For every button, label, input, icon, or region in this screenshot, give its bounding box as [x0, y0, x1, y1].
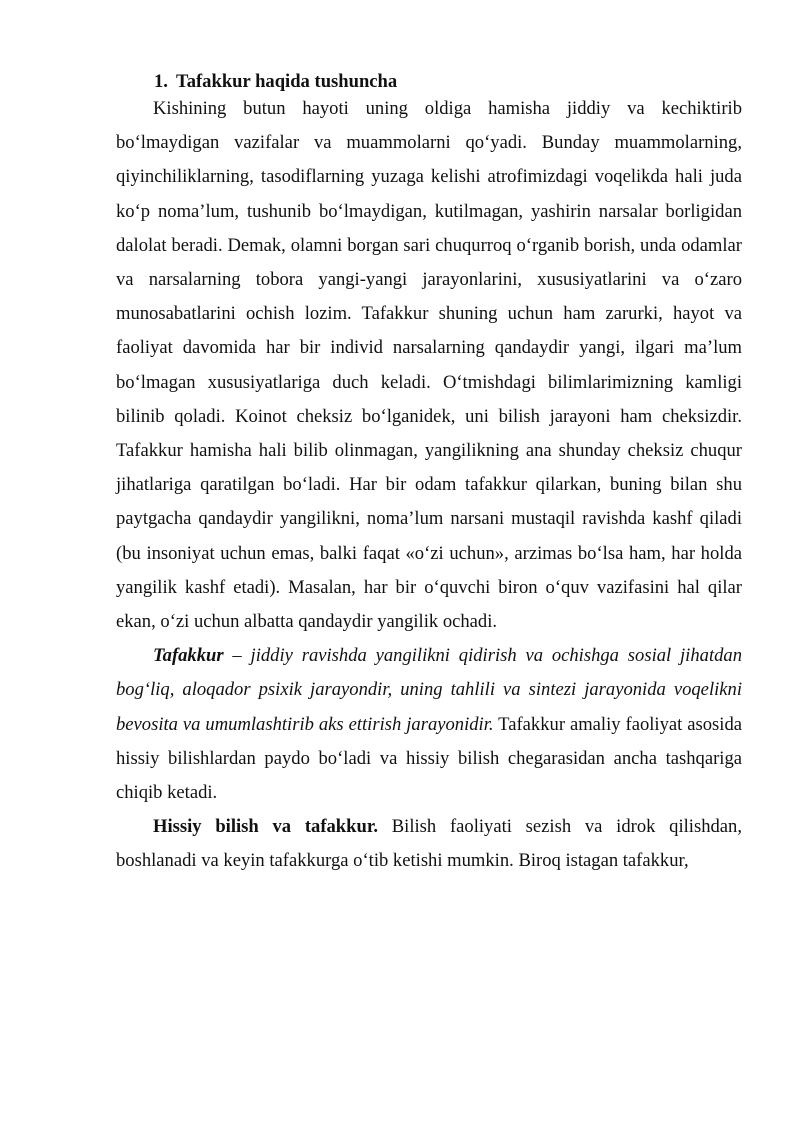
paragraph-sensory-cognition: [116, 810, 742, 878]
page-content: [116, 70, 742, 879]
section-title: Tafakkur haqida tushuncha: [176, 71, 398, 92]
subsection-term: Hissiy bilish va tafakkur.: [153, 816, 379, 838]
subsection-text: Bilish faoliyati sezish va idrok qilishdan, boshlanadi va keyin tafakkurga o‘tib ketishi mumkin. Biroq istagan tafakkur,: [116, 816, 742, 872]
definition-text: – jiddiy ravishda yangilikni qidirish va ochishga sosial jihatdan bog‘liq, aloqador psixik jarayondir, uning tahlili va sintezi jarayonida voqelikni bevosita va umumlashtirib aks ettirish jarayonidir.: [116, 645, 742, 735]
paragraph-intro: Kishining butun hayoti uning oldiga hamisha jiddiy va kechiktirib bo‘lmaydigan vazifalar va muammolarni qo‘yadi. Bunday muammolarning, qiyinchiliklarning, tasodiflarning yuzaga kelishi atrofimizdagi voqelikda hali juda ko‘p noma’lum, tushunib bo‘lmaydigan, kutilmagan, yashirin narsalar borligidan dalolat beradi. Demak, olamni borgan sari chuqurroq o‘rganib borish, unda odamlar va narsalarning tobora yangi-yangi jarayonlarini, xususiyatlarini va o‘zaro munosabatlarini ochish lozim. Tafakkur shuning uchun ham zarurki, hayot va faoliyat davomida har bir individ narsalarning qandaydir yangi, ilgari ma’lum bo‘lmagan xususiyatlariga duch keladi. O‘tmishdagi bilimlarimizning kamligi bilinib qoladi. Koinot cheksiz bo‘lganidek, uni bilish jarayoni ham cheksizdir. Tafakkur hamisha hali bilib olinmagan, yangilikning ana shunday cheksiz chuqur jihatlariga qaratilgan bo‘ladi. Har bir odam tafakkur qilarkan, buning bilan shu paytgacha qandaydir yangilikni, noma’lum narsani mustaqil ravishda kashf qiladi (bu insoniyat uchun emas, balki faqat «o‘zi uchun», arzimas bo‘lsa ham, har holda yangilik kashf etadi). Masalan, har bir o‘quvchi biron o‘quv vazifasini hal qilar ekan, o‘zi uchun albatta qandaydir yangilik ochadi.: [116, 98, 742, 633]
paragraph-definition: [116, 639, 742, 810]
section-heading: [116, 70, 742, 94]
definition-term: Tafakkur: [153, 645, 224, 667]
section-number: 1.: [154, 71, 168, 92]
definition-continuation: Tafakkur amaliy faoliyat asosida hissiy bilishlardan paydo bo‘ladi va hissiy bilish chegarasidan ancha tashqariga chiqib ketadi.: [116, 713, 742, 804]
